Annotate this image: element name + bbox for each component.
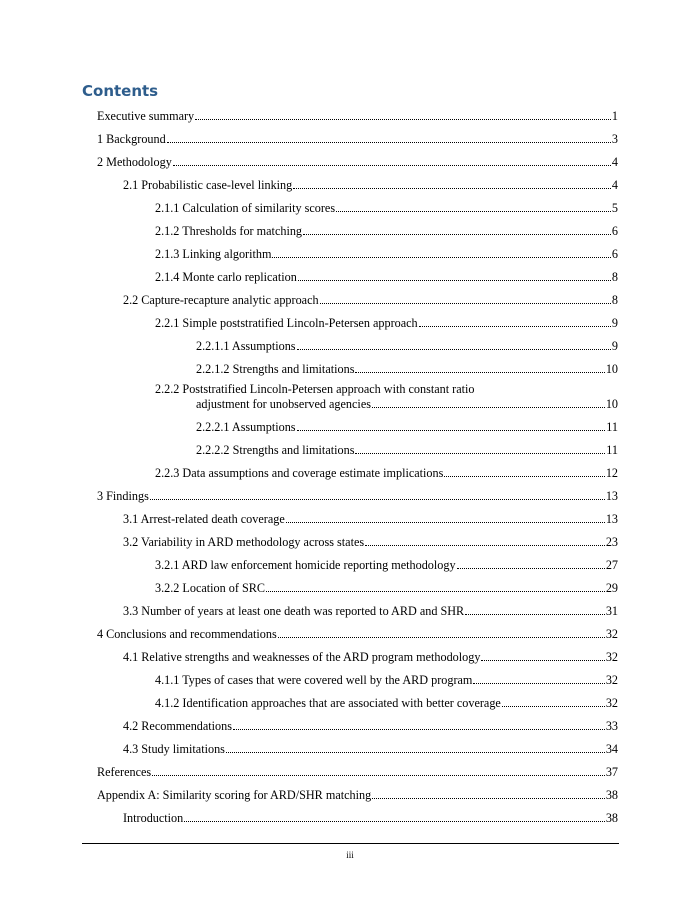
toc-entry-page: 4 xyxy=(611,155,618,169)
toc-entry[interactable] xyxy=(196,339,618,353)
toc-entry-label: 2.2.1 Simple poststratified Lincoln-Petersen approach xyxy=(155,316,418,330)
toc-entry-page: 4 xyxy=(611,178,618,192)
toc-entry-label: 2.1.1 Calculation of similarity scores xyxy=(155,201,336,215)
toc-entry[interactable] xyxy=(155,558,618,572)
toc-entry-page: 9 xyxy=(611,339,618,353)
toc-entry-page: 32 xyxy=(605,696,618,710)
toc-entry-page: 37 xyxy=(605,765,618,779)
toc-entry-label: 2.1.2 Thresholds for matching xyxy=(155,224,303,238)
dot-leader xyxy=(473,683,604,684)
dot-leader xyxy=(355,372,604,373)
toc-entry[interactable] xyxy=(196,362,618,376)
dot-leader xyxy=(173,165,611,166)
toc-entry-label: 2.2.1.1 Assumptions xyxy=(196,339,296,353)
dot-leader xyxy=(355,453,605,454)
toc-entry-label: Executive summary xyxy=(97,109,195,123)
toc-entry[interactable] xyxy=(123,811,618,825)
dot-leader xyxy=(457,568,605,569)
toc-entry[interactable] xyxy=(123,719,618,733)
toc-entry-label: 2.1.4 Monte carlo replication xyxy=(155,270,297,284)
toc-entry-label: 3.2 Variability in ARD methodology across states xyxy=(123,535,365,549)
toc-entry-page: 8 xyxy=(611,270,618,284)
contents-heading: Contents xyxy=(82,82,159,100)
toc-entry-page: 12 xyxy=(605,466,618,480)
toc-entry[interactable] xyxy=(97,765,618,779)
toc-entry-label: 3.1 Arrest-related death coverage xyxy=(123,512,285,526)
dot-leader xyxy=(444,476,604,477)
toc-entry[interactable] xyxy=(155,581,618,595)
toc-entry[interactable] xyxy=(155,466,618,480)
toc-entry-page: 8 xyxy=(611,293,618,307)
toc-entry[interactable] xyxy=(155,270,618,284)
toc-entry-label: adjustment for unobserved agencies xyxy=(196,397,371,411)
dot-leader xyxy=(272,257,610,258)
toc-entry-page: 32 xyxy=(605,673,618,687)
toc-entry[interactable] xyxy=(155,201,618,215)
toc-entry-page: 34 xyxy=(605,742,618,756)
toc-entry[interactable] xyxy=(196,443,618,457)
toc-entry-label: 4 Conclusions and recommendations xyxy=(97,627,277,641)
toc-entry[interactable] xyxy=(123,512,618,526)
page-number: iii xyxy=(346,850,354,860)
dot-leader xyxy=(195,119,611,120)
dot-leader xyxy=(297,349,611,350)
dot-leader xyxy=(465,614,605,615)
toc-entry-page: 38 xyxy=(605,788,618,802)
toc-entry-page: 33 xyxy=(605,719,618,733)
toc-entry[interactable] xyxy=(123,178,618,192)
toc-entry-page: 6 xyxy=(611,247,618,261)
toc-entry[interactable] xyxy=(155,316,618,330)
toc-entry-label: 2.2.1.2 Strengths and limitations xyxy=(196,362,355,376)
dot-leader xyxy=(320,303,611,304)
toc-entry-page: 31 xyxy=(605,604,618,618)
toc-entry-label: 3 Findings xyxy=(97,489,149,503)
toc-entry-label: 4.1.2 Identification approaches that are associated with better coverage xyxy=(155,696,501,710)
toc-entry[interactable] xyxy=(97,132,618,146)
toc-entry[interactable] xyxy=(97,109,618,123)
toc-entry-page: 32 xyxy=(605,650,618,664)
toc-entry[interactable] xyxy=(155,224,618,238)
toc-entry-label: 4.1 Relative strengths and weaknesses of the ARD program methodology xyxy=(123,650,481,664)
dot-leader xyxy=(372,798,605,799)
toc-entry-label: 2.2.2.2 Strengths and limitations xyxy=(196,443,355,457)
footer-divider xyxy=(82,843,619,844)
toc-entry[interactable] xyxy=(123,535,618,549)
toc-entry-page: 23 xyxy=(605,535,618,549)
dot-leader xyxy=(303,234,611,235)
toc-entry-label: 4.3 Study limitations xyxy=(123,742,225,756)
toc-entry-page: 29 xyxy=(605,581,618,595)
toc-entry-label: Appendix A: Similarity scoring for ARD/SHR matching xyxy=(97,788,372,802)
dot-leader xyxy=(286,522,605,523)
dot-leader xyxy=(481,660,604,661)
toc-entry[interactable] xyxy=(97,627,618,641)
toc-entry[interactable] xyxy=(196,397,618,411)
dot-leader xyxy=(226,752,605,753)
toc-entry-label: 3.3 Number of years at least one death was reported to ARD and SHR xyxy=(123,604,465,618)
toc-entry-page: 32 xyxy=(605,627,618,641)
dot-leader xyxy=(419,326,611,327)
dot-leader xyxy=(233,729,605,730)
dot-leader xyxy=(184,821,605,822)
toc-entry[interactable] xyxy=(123,650,618,664)
toc-entry-label: 2 Methodology xyxy=(97,155,172,169)
dot-leader xyxy=(502,706,605,707)
toc-entry-page: 11 xyxy=(606,420,618,434)
toc-entry-label: 2.1 Probabilistic case-level linking xyxy=(123,178,293,192)
toc-entry[interactable] xyxy=(196,420,618,434)
toc-entry-page: 6 xyxy=(611,224,618,238)
toc-entry-page: 11 xyxy=(606,443,618,457)
dot-leader xyxy=(167,142,611,143)
toc-entry[interactable] xyxy=(97,489,618,503)
toc-entry-label: Introduction xyxy=(123,811,184,825)
toc-entry[interactable] xyxy=(97,155,618,169)
toc-entry-label: 2.2 Capture-recapture analytic approach xyxy=(123,293,319,307)
dot-leader xyxy=(150,499,605,500)
toc-entry-label: 3.2.2 Location of SRC xyxy=(155,581,266,595)
toc-entry-label: 2.2.2.1 Assumptions xyxy=(196,420,296,434)
dot-leader xyxy=(152,775,605,776)
toc-entry-page: 10 xyxy=(605,362,618,376)
toc-entry-label: 3.2.1 ARD law enforcement homicide reporting methodology xyxy=(155,558,456,572)
dot-leader xyxy=(293,188,611,189)
toc-entry-page: 3 xyxy=(611,132,618,146)
toc-entry[interactable] xyxy=(155,247,618,261)
toc-entry-page: 1 xyxy=(611,109,618,123)
dot-leader xyxy=(266,591,605,592)
dot-leader xyxy=(372,407,605,408)
toc-entry-page: 9 xyxy=(611,316,618,330)
toc-entry-page: 10 xyxy=(605,397,618,411)
toc-entry[interactable] xyxy=(123,604,618,618)
dot-leader xyxy=(298,280,611,281)
dot-leader xyxy=(365,545,605,546)
toc-entry-label: 2.2.3 Data assumptions and coverage estimate implications xyxy=(155,466,444,480)
dot-leader xyxy=(297,430,606,431)
toc-entry-wrap-line[interactable]: 2.2.2 Poststratified Lincoln-Petersen approach with constant ratio xyxy=(155,382,475,396)
toc-entry[interactable] xyxy=(155,696,618,710)
dot-leader xyxy=(336,211,611,212)
toc-entry-label: 2.1.3 Linking algorithm xyxy=(155,247,272,261)
toc-entry-page: 5 xyxy=(611,201,618,215)
toc-entry-page: 27 xyxy=(605,558,618,572)
toc-entry-page: 13 xyxy=(605,489,618,503)
toc-entry-label: References xyxy=(97,765,152,779)
toc-entry-label: 4.1.1 Types of cases that were covered well by the ARD program xyxy=(155,673,473,687)
dot-leader xyxy=(278,637,605,638)
toc-entry-page: 38 xyxy=(605,811,618,825)
toc-entry[interactable] xyxy=(123,293,618,307)
toc-entry[interactable] xyxy=(123,742,618,756)
toc-entry-page: 13 xyxy=(605,512,618,526)
toc-entry-label: 4.2 Recommendations xyxy=(123,719,232,733)
toc-entry[interactable] xyxy=(155,673,618,687)
toc-entry-label: 1 Background xyxy=(97,132,166,146)
toc-entry[interactable] xyxy=(97,788,618,802)
